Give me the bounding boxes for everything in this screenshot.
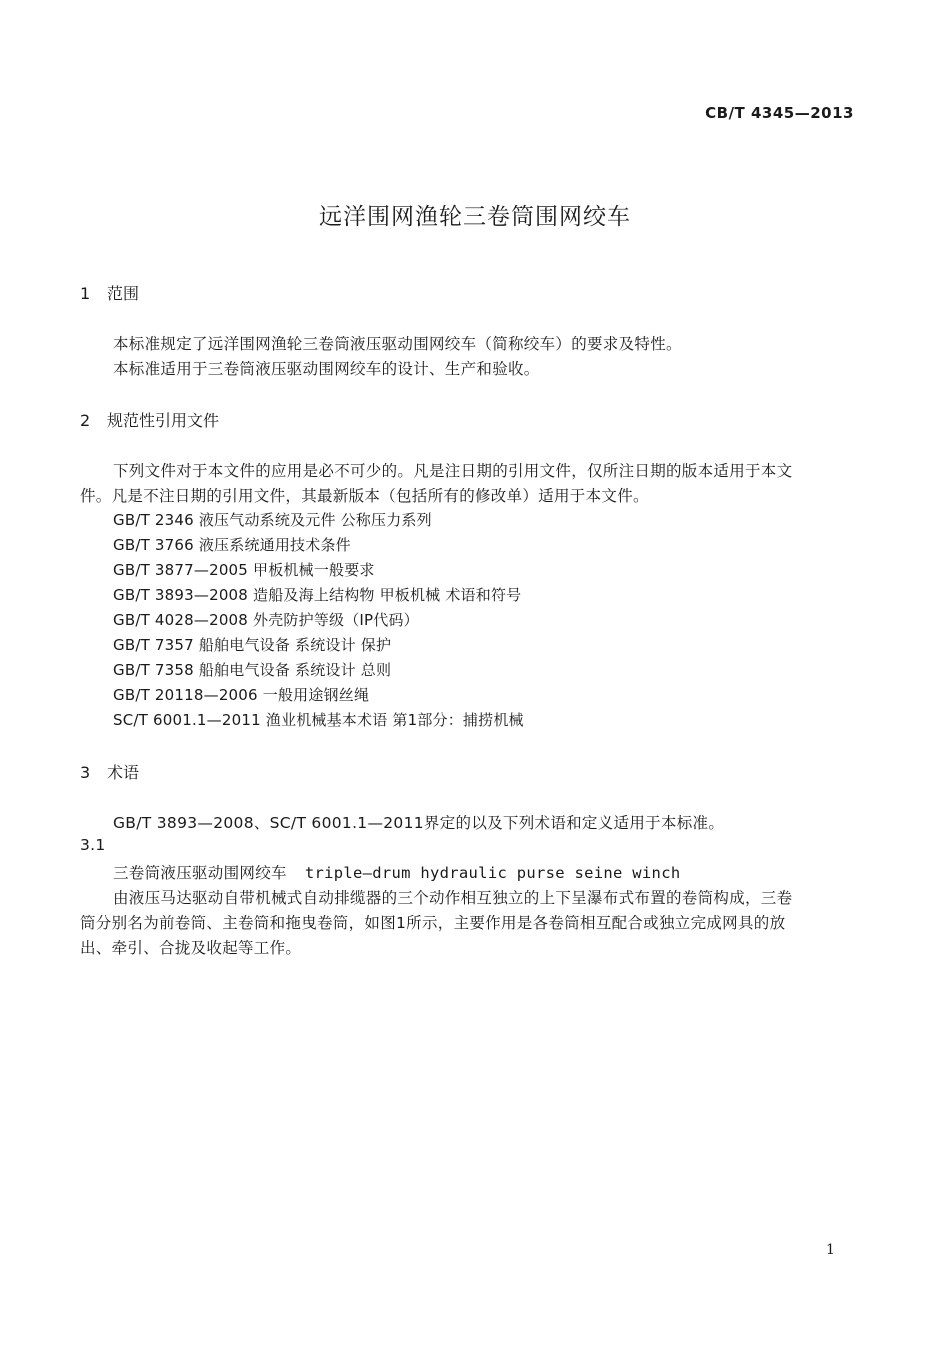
definition-line-2: 筒分别名为前卷筒、主卷筒和拖曳卷筒，如图1所示，主要作用是各卷筒相互配合或独立完成网具的放 <box>80 914 786 932</box>
section-2-title: 规范性引用文件 <box>107 411 220 430</box>
term-english: triple—drum hydraulic purse seine winch <box>304 864 681 882</box>
section-1-title: 范围 <box>107 284 140 303</box>
standard-code: CB/T 4345—2013 <box>705 104 854 122</box>
section-1-heading <box>80 281 139 304</box>
reference-item: SC/T 6001.1—2011 渔业机械基本术语 第1部分：捕捞机械 <box>113 711 524 729</box>
reference-item: GB/T 3893—2008 造船及海上结构物 甲板机械 术语和符号 <box>113 586 522 604</box>
section-3-heading <box>80 760 139 783</box>
reference-item: GB/T 3877—2005 甲板机械一般要求 <box>113 561 375 579</box>
definition-line-1: 由液压马达驱动自带机械式自动排缆器的三个动作相互独立的上下呈瀑布式布置的卷筒构成，三卷 <box>113 889 793 907</box>
reference-item: GB/T 20118—2006 一般用途钢丝绳 <box>113 686 370 704</box>
section-1-number: 1 <box>80 284 91 303</box>
section-3-title: 术语 <box>107 763 140 782</box>
section-1-paragraph-2: 本标准适用于三卷筒液压驱动围网绞车的设计、生产和验收。 <box>113 360 540 378</box>
reference-item: GB/T 7358 船舶电气设备 系统设计 总则 <box>113 661 392 679</box>
section-2-number: 2 <box>80 411 91 430</box>
page-number: 1 <box>826 1242 835 1258</box>
reference-item: GB/T 4028—2008 外壳防护等级（IP代码） <box>113 611 419 629</box>
section-1-paragraph-1: 本标准规定了远洋围网渔轮三卷筒液压驱动围网绞车（简称绞车）的要求及特性。 <box>113 335 682 353</box>
document-title: 远洋围网渔轮三卷筒围网绞车 <box>319 204 631 230</box>
section-2-heading <box>80 408 219 431</box>
reference-item: GB/T 2346 液压气动系统及元件 公称压力系列 <box>113 511 432 529</box>
term-chinese: 三卷筒液压驱动围网绞车 <box>113 864 287 882</box>
section-3-number: 3 <box>80 763 91 782</box>
section-2-intro-line-2: 件。凡是不注日期的引用文件，其最新版本（包括所有的修改单）适用于本文件。 <box>80 487 649 505</box>
subsection-number: 3.1 <box>80 836 106 854</box>
definition-line-3: 出、牵引、合拢及收起等工作。 <box>80 939 302 957</box>
reference-item: GB/T 3766 液压系统通用技术条件 <box>113 536 351 554</box>
section-2-intro-line-1: 下列文件对于本文件的应用是必不可少的。凡是注日期的引用文件，仅所注日期的版本适用于本文 <box>113 462 793 480</box>
term-line <box>113 861 680 883</box>
reference-item: GB/T 7357 船舶电气设备 系统设计 保护 <box>113 636 392 654</box>
section-3-intro: GB/T 3893—2008、SC/T 6001.1—2011界定的以及下列术语和定义适用于本标准。 <box>113 814 725 832</box>
